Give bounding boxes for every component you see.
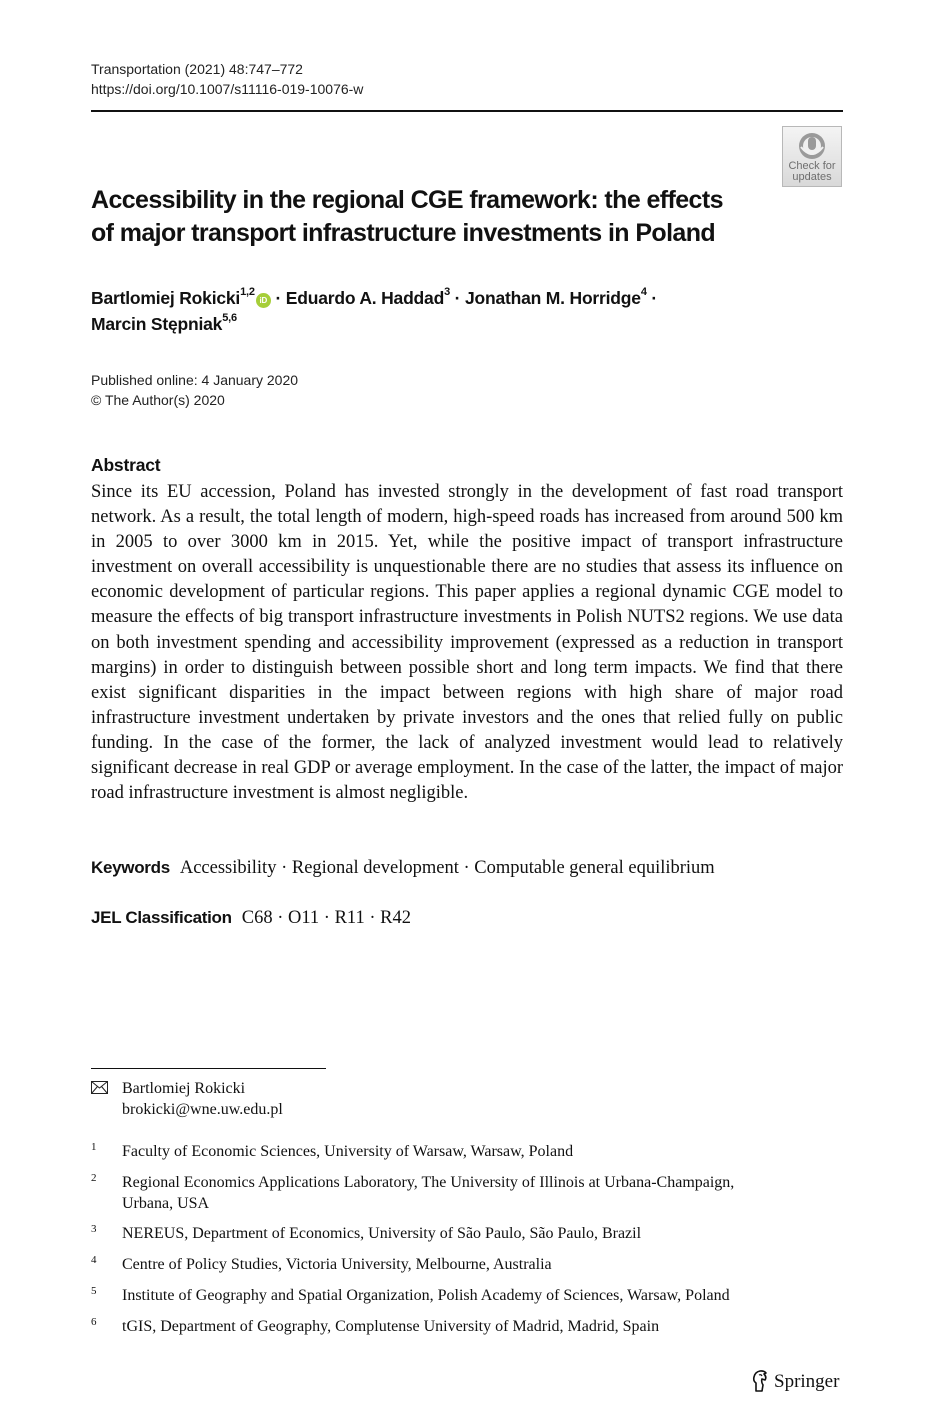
affiliation-number: 6 — [91, 1316, 97, 1328]
author-separator: · — [270, 288, 286, 308]
author-separator: · — [646, 288, 658, 308]
author-separator: · — [450, 288, 465, 308]
author-affiliation-sup: 3 — [444, 286, 450, 299]
springer-horse-icon — [750, 1369, 770, 1393]
check-for-updates-badge[interactable] — [782, 126, 842, 187]
affiliation-item — [91, 1316, 843, 1337]
affiliation-item — [91, 1285, 843, 1306]
affiliation-number: 2 — [91, 1172, 97, 1184]
journal-citation: Transportation (2021) 48:747–772 — [91, 61, 303, 77]
orcid-icon[interactable]: iD — [256, 293, 271, 308]
author-affiliation-sup: 1,2 — [240, 286, 255, 299]
affiliation-text: NEREUS, Department of Economics, University of São Paulo, São Paulo, Brazil — [122, 1225, 642, 1242]
author-affiliation-sup: 4 — [640, 286, 647, 299]
author-name: Bartlomiej Rokicki — [91, 288, 241, 308]
correspondence-block — [91, 1078, 283, 1120]
title-line-1: Accessibility in the regional CGE framework: the effects — [91, 186, 723, 214]
header-rule — [91, 110, 843, 112]
author-name: Marcin Stępniak — [91, 314, 223, 334]
springer-logo — [750, 1368, 845, 1396]
affiliation-text: Centre of Policy Studies, Victoria University, Melbourne, Australia — [122, 1256, 552, 1273]
jel-codes: C68 · O11 · R11 · R42 — [241, 908, 411, 928]
footnote-rule — [91, 1068, 326, 1069]
correspondence-name: Bartlomiej Rokicki — [122, 1080, 246, 1097]
published-date: Published online: 4 January 2020 — [91, 372, 299, 388]
affiliation-number: 5 — [91, 1285, 97, 1297]
copyright-line: © The Author(s) 2020 — [91, 392, 225, 408]
keywords-text: Accessibility · Regional development · Computable general equilibrium — [179, 858, 715, 878]
correspondence-email[interactable]: brokicki@wne.uw.edu.pl — [122, 1101, 283, 1118]
publisher-name: Springer — [774, 1371, 840, 1392]
affiliation-item — [91, 1141, 843, 1162]
author-affiliation-sup: 5,6 — [222, 312, 237, 325]
jel-line — [91, 905, 411, 931]
affiliation-item — [91, 1254, 843, 1275]
check-updates-line1: Check for — [788, 160, 836, 172]
check-updates-icon — [797, 131, 827, 161]
check-updates-line2: updates — [792, 171, 832, 183]
abstract-heading: Abstract — [91, 455, 161, 475]
affiliation-text: Regional Economics Applications Laboratory, The University of Illinois at Urbana-Champaign, — [122, 1174, 735, 1191]
envelope-icon — [91, 1081, 108, 1094]
author-list — [91, 285, 811, 337]
keywords-label: Keywords — [91, 858, 170, 877]
affiliation-text: tGIS, Department of Geography, Complutense University of Madrid, Madrid, Spain — [122, 1318, 660, 1335]
doi-link[interactable]: https://doi.org/10.1007/s11116-019-10076-w — [91, 81, 364, 97]
title-line-2: of major transport infrastructure investments in Poland — [91, 219, 716, 247]
affiliation-number: 1 — [91, 1141, 97, 1153]
affiliation-text: Institute of Geography and Spatial Organization, Polish Academy of Sciences, Warsaw, Poland — [122, 1287, 730, 1304]
affiliation-item — [91, 1172, 843, 1214]
keywords-line — [91, 855, 715, 881]
author-name: Jonathan M. Horridge — [464, 288, 641, 308]
jel-label: JEL Classification — [91, 908, 232, 927]
affiliation-text: Faculty of Economic Sciences, University of Warsaw, Warsaw, Poland — [122, 1143, 574, 1160]
article-title — [91, 184, 771, 250]
affiliation-number: 4 — [91, 1254, 97, 1266]
affiliation-number: 3 — [91, 1223, 97, 1235]
affiliation-item — [91, 1223, 843, 1244]
publication-info — [91, 370, 298, 410]
affiliation-text: Urbana, USA — [122, 1195, 210, 1212]
abstract-text: Since its EU accession, Poland has invested strongly in the development of fast road transport network. As a result, the total length of modern, high-speed roads has increased from around 500 km in 2005 to over 3000 km in 2015. Yet, while the positive impact of transport infrastructure investment on overall accessibility is unquestionable there are no studies that assess its influence on economic development of particular regions. This paper applies a regional dynamic CGE model to measure the effects of big transport infrastructure investments in Polish NUTS2 regions. We use data on both investment spending and accessibility improvement (expressed as a reduction in transport margins) in order to distinguish between possible short and long term impacts. We find that there exist significant disparities in the impact between regions with high share of major road infrastructure investment undertaken by private investors and the ones that relied fully on public funding. In the case of the former, the lack of analyzed investment would lead to relatively significant decrease in real GDP or average employment. In the case of the latter, the impact of major road infrastructure investment is almost negligible. — [91, 482, 843, 804]
author-name: Eduardo A. Haddad — [285, 288, 445, 308]
running-header — [91, 59, 363, 99]
